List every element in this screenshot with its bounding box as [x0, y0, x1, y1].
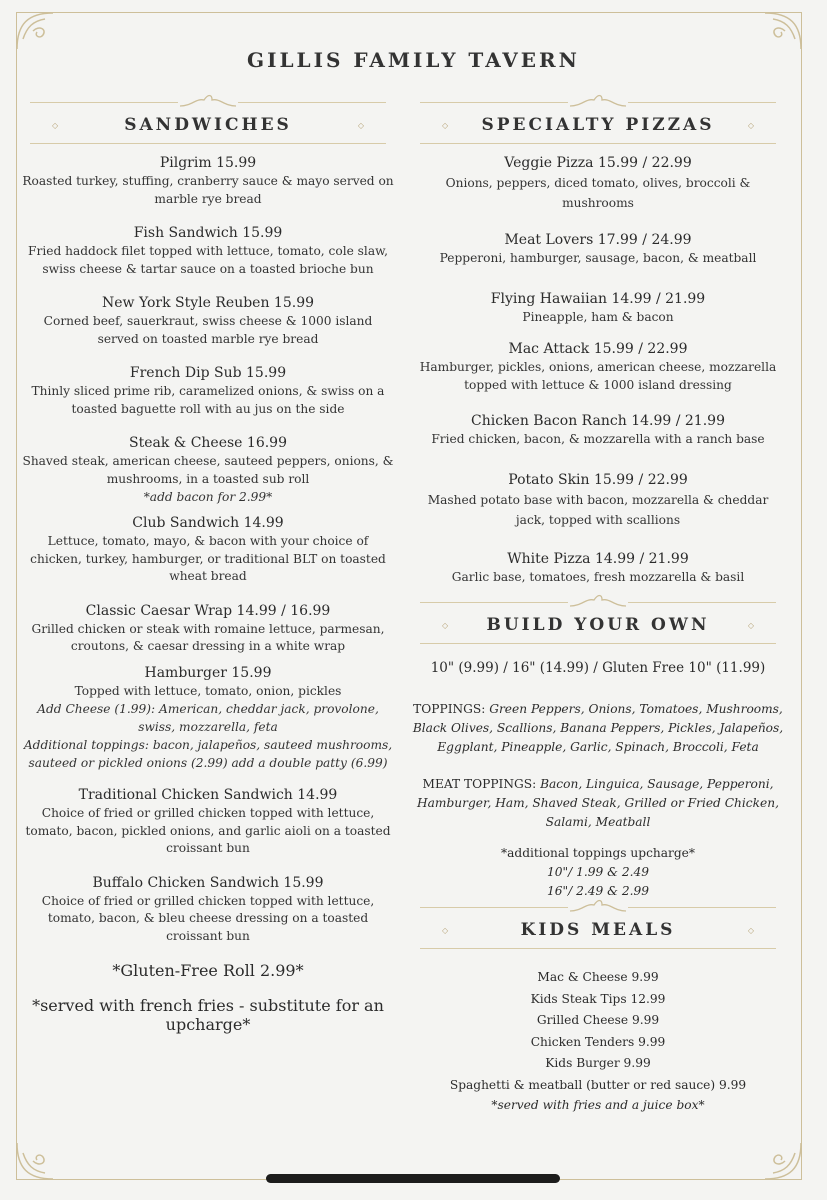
item-name: Mac Attack 15.99 / 22.99	[508, 341, 688, 357]
list-item: Kids Steak Tips 12.99	[530, 991, 666, 1006]
diamond-icon: ◇	[747, 926, 754, 935]
item-description: Hamburger, pickles, onions, american cheese, mozzarella topped with lettuce & 1000 island dressing	[419, 360, 777, 392]
menu-item	[412, 340, 784, 394]
flourish-icon	[568, 90, 628, 112]
item-name: White Pizza 14.99 / 21.99	[507, 550, 689, 567]
list-item: Grilled Cheese 9.99	[536, 1013, 660, 1027]
item-description: Pineapple, ham & bacon	[522, 309, 674, 324]
item-name: Club Sandwich 14.99	[132, 515, 284, 531]
meat-toppings-values: Bacon, Linguica, Sausage, Pepperoni, Hamburger, Ham, Shaved Steak, Grilled or Fried Chicken, Salami, Meatball	[417, 777, 779, 829]
flourish-icon	[568, 590, 628, 612]
toppings-list	[412, 700, 784, 757]
meat-toppings-list	[412, 775, 784, 832]
item-name: Chicken Bacon Ranch 14.99 / 21.99	[471, 413, 725, 429]
menu-item	[412, 154, 784, 213]
item-name: Buffalo Chicken Sandwich 15.99	[92, 874, 324, 891]
menu-item	[22, 154, 394, 208]
toppings-values: Green Peppers, Onions, Tomatoes, Mushrooms, Black Olives, Scallions, Banana Peppers, Pickles, Jalapeños, Eggplant, Pineapple, Garlic, Spinach, Broccoli, Feta	[412, 702, 784, 754]
menu-item	[22, 874, 394, 946]
pizzas-column	[412, 88, 784, 1115]
menu-item	[22, 602, 394, 656]
diamond-icon: ◇	[442, 621, 449, 630]
item-name: Traditional Chicken Sandwich 14.99	[78, 787, 338, 803]
diamond-icon: ◇	[442, 121, 449, 130]
item-description: Lettuce, tomato, mayo, & bacon with your choice of chicken, turkey, hamburger, or traditional BLT on toasted wheat bread	[30, 534, 386, 583]
menu-item	[412, 550, 784, 587]
menu-item	[22, 224, 394, 278]
item-description: Fried chicken, bacon, & mozzarella with a ranch base	[431, 432, 765, 446]
section-heading: SANDWICHES	[124, 115, 292, 135]
item-name: Fish Sandwich 15.99	[133, 225, 283, 241]
list-item: Chicken Tenders 9.99	[530, 1034, 666, 1049]
diamond-icon: ◇	[52, 121, 59, 130]
flourish-icon	[178, 90, 238, 112]
menu-item	[22, 786, 394, 858]
upcharge-10: 10"/ 1.99 & 2.49	[547, 865, 649, 879]
sandwiches-header	[22, 88, 394, 146]
item-name: Pilgrim 15.99	[159, 155, 257, 171]
diamond-icon: ◇	[442, 926, 449, 935]
diamond-icon: ◇	[747, 121, 754, 130]
menu-item	[22, 294, 394, 348]
upcharge-note: *additional toppings upcharge*	[501, 846, 695, 860]
pizzas-header	[412, 88, 784, 146]
item-description: Topped with lettuce, tomato, onion, pickles	[74, 683, 342, 698]
list-item: Kids Burger 9.99	[545, 1056, 651, 1070]
menu-item	[412, 471, 784, 530]
item-description: Corned beef, sauerkraut, swiss cheese & 1000 island served on toasted marble rye bread	[43, 314, 373, 346]
item-name: Meat Lovers 17.99 / 24.99	[504, 232, 692, 248]
fries-note: *served with french fries - substitute for an upcharge*	[32, 996, 384, 1034]
item-description: Garlic base, tomatoes, fresh mozzarella & basil	[451, 569, 745, 584]
toppings-label: TOPPINGS:	[413, 702, 486, 716]
menu-item	[22, 664, 394, 773]
list-item: Mac & Cheese 9.99	[537, 970, 659, 984]
item-name: Flying Hawaiian 14.99 / 21.99	[490, 290, 706, 307]
upcharge-16: 16"/ 2.49 & 2.99	[547, 884, 649, 898]
item-name: Classic Caesar Wrap 14.99 / 16.99	[85, 602, 331, 619]
home-indicator[interactable]	[266, 1174, 560, 1183]
menu-title: GILLIS FAMILY TAVERN	[247, 48, 580, 72]
section-heading: BUILD YOUR OWN	[486, 615, 710, 635]
sandwiches-column	[22, 88, 394, 1034]
item-name: New York Style Reuben 15.99	[101, 295, 315, 311]
item-description: Fried haddock filet topped with lettuce, tomato, cole slaw, swiss cheese & tartar sauce on a toasted brioche bun	[28, 244, 388, 276]
item-description: Grilled chicken or steak with romaine lettuce, parmesan, croutons, & caesar dressing in a white wrap	[31, 621, 385, 653]
item-description: Onions, peppers, diced tomato, olives, broccoli & mushrooms	[445, 176, 751, 210]
kids-header	[412, 893, 784, 951]
item-name: Potato Skin 15.99 / 22.99	[508, 471, 688, 488]
diamond-icon: ◇	[357, 121, 364, 130]
item-note: Add Cheese (1.99): American, cheddar jack, provolone, swiss, mozzarella, feta	[37, 702, 379, 734]
item-description: Roasted turkey, stuffing, cranberry sauce & mayo served on marble rye bread	[22, 174, 394, 206]
item-name: French Dip Sub 15.99	[129, 365, 287, 381]
kids-list	[412, 967, 784, 1115]
flourish-icon	[568, 895, 628, 917]
build-header	[412, 588, 784, 646]
item-description: Thinly sliced prime rib, caramelized onions, & swiss on a toasted baguette roll with au jus on the side	[31, 384, 385, 416]
section-heading: KIDS MEALS	[520, 920, 676, 940]
section-heading: SPECIALTY PIZZAS	[481, 115, 715, 135]
item-note: Additional toppings: bacon, jalapeños, sauteed mushrooms, sauteed or pickled onions (2.99) add a double patty (6.99)	[23, 738, 393, 770]
corner-flourish-icon	[13, 1123, 73, 1183]
item-description: Pepperoni, hamburger, sausage, bacon, & meatball	[439, 251, 757, 265]
diamond-icon: ◇	[747, 621, 754, 630]
item-name: Steak & Cheese 16.99	[129, 435, 287, 451]
menu-item	[412, 290, 784, 327]
item-description: Choice of fried or grilled chicken topped with lettuce, tomato, bacon, pickled onions, and garlic aioli on a toasted croissant bun	[25, 806, 391, 855]
corner-flourish-icon	[745, 1123, 805, 1183]
item-description: Mashed potato base with bacon, mozzarella & cheddar jack, topped with scallions	[427, 492, 769, 527]
list-item: Spaghetti & meatball (butter or red sauce) 9.99	[449, 1077, 747, 1092]
item-description: Shaved steak, american cheese, sauteed peppers, onions, & mushrooms, in a toasted sub roll	[22, 454, 394, 486]
item-note: *add bacon for 2.99*	[143, 490, 273, 504]
item-description: Choice of fried or grilled chicken topped with lettuce, tomato, bacon, & bleu cheese dressing on a toasted croissant bun	[41, 893, 375, 943]
menu-item	[412, 231, 784, 268]
meat-toppings-label: MEAT TOPPINGS:	[422, 777, 537, 791]
item-name: Hamburger 15.99	[144, 664, 272, 681]
kids-note: *served with fries and a juice box*	[491, 1098, 705, 1112]
gluten-free-note: *Gluten-Free Roll 2.99*	[112, 961, 304, 980]
menu-item	[22, 364, 394, 418]
item-name: Veggie Pizza 15.99 / 22.99	[504, 155, 692, 171]
menu-item	[22, 434, 394, 506]
menu-item	[22, 514, 394, 586]
menu-item	[412, 412, 784, 449]
pizza-sizes: 10" (9.99) / 16" (14.99) / Gluten Free 10" (11.99)	[430, 660, 766, 676]
